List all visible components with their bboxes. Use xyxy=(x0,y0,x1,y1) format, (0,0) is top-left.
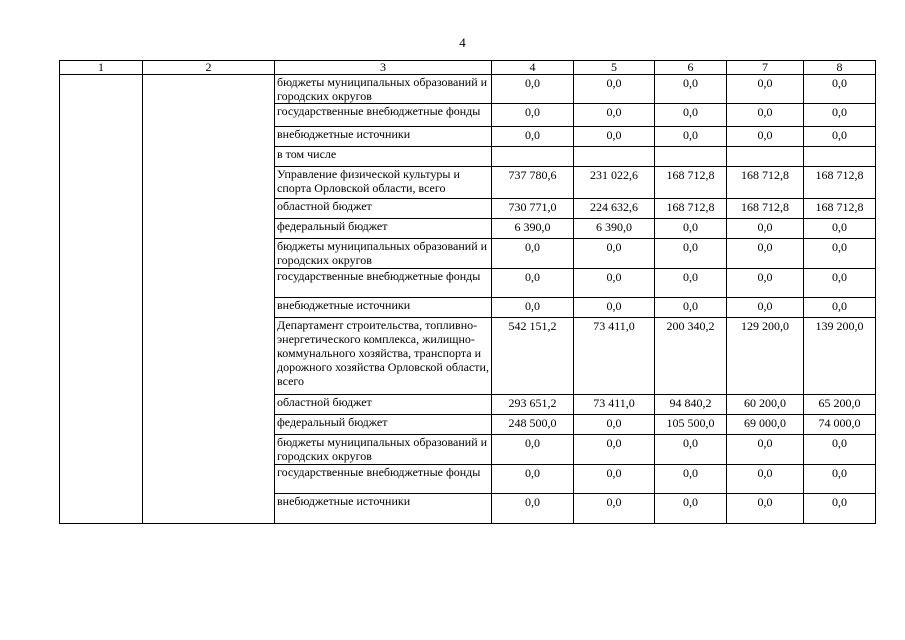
row-label: государственные внебюджетные фонды xyxy=(275,465,492,494)
value-cell-col8: 0,0 xyxy=(804,435,876,465)
value-cell-col5: 231 022,6 xyxy=(574,167,655,199)
value-cell-col8: 0,0 xyxy=(804,127,876,147)
value-cell-col8: 74 000,0 xyxy=(804,415,876,435)
value-cell-col8: 0,0 xyxy=(804,269,876,298)
value-cell-col8: 0,0 xyxy=(804,219,876,239)
value-cell-col5: 73 411,0 xyxy=(574,318,655,395)
col2-empty-cell xyxy=(143,75,275,524)
value-cell-col7: 0,0 xyxy=(727,494,804,524)
header-cell-3: 3 xyxy=(275,61,492,75)
value-cell-col5: 0,0 xyxy=(574,269,655,298)
value-cell-col7: 168 712,8 xyxy=(727,167,804,199)
row-label: федеральный бюджет xyxy=(275,415,492,435)
value-cell-col7: 60 200,0 xyxy=(727,395,804,415)
table-row xyxy=(60,75,876,104)
value-cell-col6: 0,0 xyxy=(655,298,727,318)
row-label: бюджеты муниципальных образований и городских округов xyxy=(275,239,492,269)
value-cell-col6: 168 712,8 xyxy=(655,167,727,199)
value-cell-col4: 293 651,2 xyxy=(492,395,574,415)
value-cell-col4: 0,0 xyxy=(492,465,574,494)
value-cell-col6: 0,0 xyxy=(655,269,727,298)
value-cell-col6 xyxy=(655,147,727,167)
value-cell-col7: 0,0 xyxy=(727,298,804,318)
header-row xyxy=(60,61,876,75)
value-cell-col7: 168 712,8 xyxy=(727,199,804,219)
value-cell-col8: 139 200,0 xyxy=(804,318,876,395)
value-cell-col4: 0,0 xyxy=(492,494,574,524)
value-cell-col5: 0,0 xyxy=(574,415,655,435)
value-cell-col8 xyxy=(804,147,876,167)
value-cell-col4: 0,0 xyxy=(492,239,574,269)
value-cell-col6: 0,0 xyxy=(655,239,727,269)
header-cell-5: 5 xyxy=(574,61,655,75)
row-label: областной бюджет xyxy=(275,199,492,219)
value-cell-col5: 0,0 xyxy=(574,435,655,465)
row-label: бюджеты муниципальных образований и городских округов xyxy=(275,435,492,465)
row-label: Управление физической культуры и спорта Орловской области, всего xyxy=(275,167,492,199)
value-cell-col8: 0,0 xyxy=(804,75,876,104)
value-cell-col4: 542 151,2 xyxy=(492,318,574,395)
row-label: государственные внебюджетные фонды xyxy=(275,269,492,298)
row-label: федеральный бюджет xyxy=(275,219,492,239)
value-cell-col6: 0,0 xyxy=(655,127,727,147)
value-cell-col6: 0,0 xyxy=(655,75,727,104)
row-label: Департамент строительства, топливно-энергетического комплекса, жилищно-коммунального хозяйства, транспорта и дорожного хозяйства Орловской области, всего xyxy=(275,318,492,395)
value-cell-col5 xyxy=(574,147,655,167)
value-cell-col7: 0,0 xyxy=(727,465,804,494)
value-cell-col6: 200 340,2 xyxy=(655,318,727,395)
row-label: государственные внебюджетные фонды xyxy=(275,104,492,127)
value-cell-col7: 0,0 xyxy=(727,104,804,127)
value-cell-col5: 0,0 xyxy=(574,465,655,494)
row-label: бюджеты муниципальных образований и городских округов xyxy=(275,75,492,104)
header-cell-8: 8 xyxy=(804,61,876,75)
row-label: в том числе xyxy=(275,147,492,167)
value-cell-col4: 248 500,0 xyxy=(492,415,574,435)
value-cell-col5: 0,0 xyxy=(574,298,655,318)
col1-empty-cell xyxy=(60,75,143,524)
value-cell-col7: 129 200,0 xyxy=(727,318,804,395)
value-cell-col8: 0,0 xyxy=(804,465,876,494)
value-cell-col6: 0,0 xyxy=(655,104,727,127)
row-label: внебюджетные источники xyxy=(275,298,492,318)
value-cell-col7: 0,0 xyxy=(727,219,804,239)
value-cell-col7: 0,0 xyxy=(727,239,804,269)
value-cell-col6: 105 500,0 xyxy=(655,415,727,435)
value-cell-col7: 0,0 xyxy=(727,269,804,298)
value-cell-col4: 0,0 xyxy=(492,127,574,147)
value-cell-col8: 168 712,8 xyxy=(804,199,876,219)
value-cell-col4: 0,0 xyxy=(492,75,574,104)
value-cell-col4: 0,0 xyxy=(492,269,574,298)
value-cell-col5: 0,0 xyxy=(574,494,655,524)
header-cell-1: 1 xyxy=(60,61,143,75)
value-cell-col5: 0,0 xyxy=(574,127,655,147)
value-cell-col5: 0,0 xyxy=(574,104,655,127)
row-label: внебюджетные источники xyxy=(275,127,492,147)
value-cell-col5: 0,0 xyxy=(574,75,655,104)
table-body xyxy=(60,61,876,524)
value-cell-col4: 6 390,0 xyxy=(492,219,574,239)
row-label: областной бюджет xyxy=(275,395,492,415)
value-cell-col5: 73 411,0 xyxy=(574,395,655,415)
value-cell-col7 xyxy=(727,147,804,167)
header-cell-6: 6 xyxy=(655,61,727,75)
row-label: внебюджетные источники xyxy=(275,494,492,524)
value-cell-col8: 0,0 xyxy=(804,494,876,524)
value-cell-col7: 0,0 xyxy=(727,75,804,104)
header-cell-7: 7 xyxy=(727,61,804,75)
value-cell-col6: 94 840,2 xyxy=(655,395,727,415)
value-cell-col7: 0,0 xyxy=(727,435,804,465)
header-cell-4: 4 xyxy=(492,61,574,75)
header-cell-2: 2 xyxy=(143,61,275,75)
value-cell-col7: 69 000,0 xyxy=(727,415,804,435)
page-number: 4 xyxy=(459,35,466,50)
value-cell-col6: 0,0 xyxy=(655,435,727,465)
value-cell-col7: 0,0 xyxy=(727,127,804,147)
value-cell-col8: 65 200,0 xyxy=(804,395,876,415)
value-cell-col6: 0,0 xyxy=(655,465,727,494)
value-cell-col4 xyxy=(492,147,574,167)
value-cell-col8: 0,0 xyxy=(804,239,876,269)
value-cell-col4: 0,0 xyxy=(492,435,574,465)
value-cell-col4: 0,0 xyxy=(492,298,574,318)
value-cell-col6: 0,0 xyxy=(655,219,727,239)
value-cell-col6: 168 712,8 xyxy=(655,199,727,219)
budget-table xyxy=(59,60,876,524)
value-cell-col6: 0,0 xyxy=(655,494,727,524)
value-cell-col8: 0,0 xyxy=(804,104,876,127)
value-cell-col4: 0,0 xyxy=(492,104,574,127)
value-cell-col8: 0,0 xyxy=(804,298,876,318)
value-cell-col5: 0,0 xyxy=(574,239,655,269)
value-cell-col8: 168 712,8 xyxy=(804,167,876,199)
value-cell-col4: 737 780,6 xyxy=(492,167,574,199)
value-cell-col5: 6 390,0 xyxy=(574,219,655,239)
value-cell-col4: 730 771,0 xyxy=(492,199,574,219)
value-cell-col5: 224 632,6 xyxy=(574,199,655,219)
